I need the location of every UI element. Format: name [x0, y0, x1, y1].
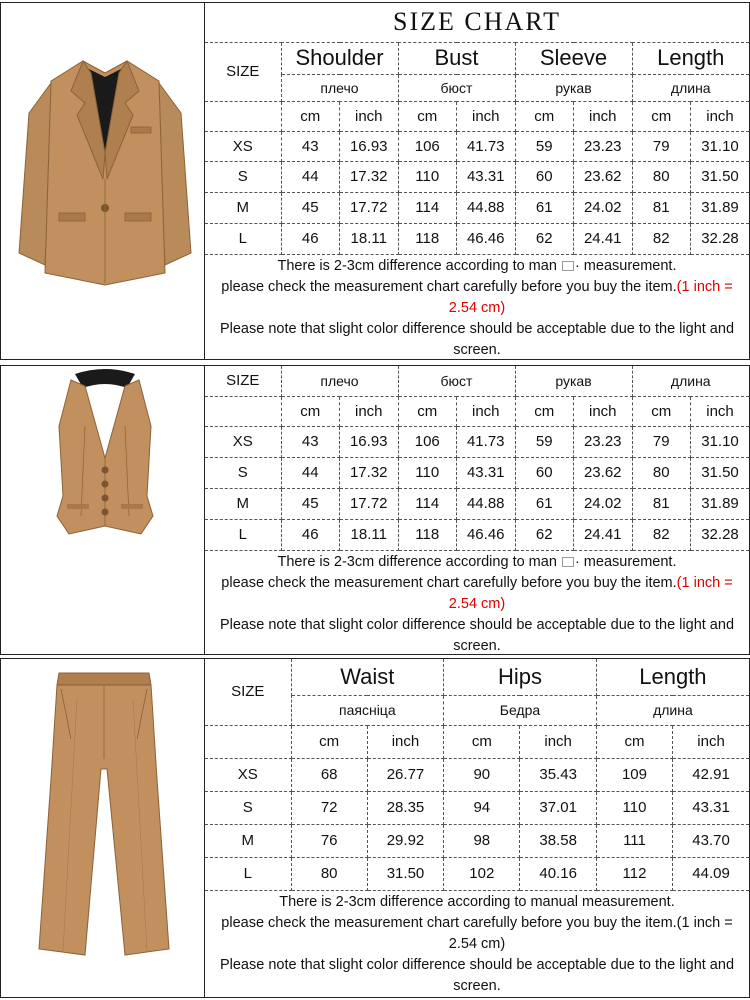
- trousers-panel: [0, 658, 750, 998]
- table-cell: 111: [596, 824, 672, 857]
- unit-cell: inch: [457, 396, 516, 426]
- table-cell: 59: [515, 426, 574, 457]
- table-row: [205, 192, 749, 223]
- table-cell: 79: [632, 131, 691, 161]
- table-cell: 31.50: [691, 161, 750, 192]
- size-cell: M: [205, 824, 291, 857]
- image-placeholder-icon: [562, 261, 574, 271]
- image-placeholder-icon: [562, 557, 574, 567]
- blazer-image: [1, 3, 205, 361]
- length-ru-header: длина: [632, 74, 749, 101]
- table-cell: 80: [291, 857, 367, 890]
- length-header: Length: [596, 659, 749, 695]
- table-cell: 26.77: [367, 758, 443, 791]
- blazer-panel: [0, 2, 750, 360]
- table-row: [205, 223, 749, 254]
- sleeve-ru-header: рукав: [515, 74, 632, 101]
- table-cell: 43.31: [673, 791, 749, 824]
- table-cell: 44.88: [457, 192, 516, 223]
- table-cell: 82: [632, 519, 691, 550]
- table-cell: 61: [515, 488, 574, 519]
- measurement-note: [205, 550, 749, 658]
- unit-cell: cm: [291, 725, 367, 758]
- size-cell: S: [205, 161, 281, 192]
- note-difference: There is 2-3cm difference according to man: [277, 257, 557, 274]
- table-cell: 61: [515, 192, 574, 223]
- vest-panel: [0, 365, 750, 655]
- vest-size-table-box: [205, 366, 749, 654]
- table-cell: 31.10: [691, 131, 750, 161]
- size-header: SIZE: [205, 659, 291, 725]
- table-cell: 24.41: [574, 519, 633, 550]
- table-cell: 17.32: [340, 457, 399, 488]
- table-cell: 62: [515, 519, 574, 550]
- unit-cell: inch: [673, 725, 749, 758]
- vest-photo: [1, 366, 205, 654]
- unit-row: [205, 101, 749, 131]
- trousers-photo: [1, 659, 205, 997]
- table-cell: 24.02: [574, 488, 633, 519]
- size-cell: M: [205, 192, 281, 223]
- table-cell: 43: [281, 426, 340, 457]
- table-row: [205, 457, 749, 488]
- note-color: Please note that slight color difference should be acceptable due to the light and screen.: [219, 956, 735, 994]
- table-cell: 17.72: [340, 488, 399, 519]
- unit-cell: inch: [520, 725, 596, 758]
- table-cell: 37.01: [520, 791, 596, 824]
- note-difference: There is 2-3cm difference according to manual measurement.: [279, 893, 675, 910]
- table-cell: 23.62: [574, 457, 633, 488]
- length-header: Length: [632, 42, 749, 74]
- table-cell: 23.23: [574, 131, 633, 161]
- size-cell: S: [205, 791, 291, 824]
- table-cell: 17.32: [340, 161, 399, 192]
- table-cell: 28.35: [367, 791, 443, 824]
- unit-cell: inch: [340, 396, 399, 426]
- table-row: [205, 758, 749, 791]
- bust-ru-header: бюст: [398, 366, 515, 396]
- table-cell: 110: [398, 161, 457, 192]
- measurement-note: [205, 254, 749, 362]
- waist-header: Waist: [291, 659, 444, 695]
- table-row: [205, 791, 749, 824]
- table-cell: 81: [632, 192, 691, 223]
- table-cell: 98: [444, 824, 520, 857]
- table-cell: 32.28: [691, 519, 750, 550]
- size-cell: L: [205, 223, 281, 254]
- unit-cell: inch: [340, 101, 399, 131]
- hips-ru-header: Бедра: [444, 695, 597, 725]
- table-row: [205, 519, 749, 550]
- table-cell: 18.11: [340, 223, 399, 254]
- table-cell: 90: [444, 758, 520, 791]
- table-cell: 59: [515, 131, 574, 161]
- table-cell: 109: [596, 758, 672, 791]
- trousers-size-table: [205, 659, 749, 998]
- length-ru-header: длина: [632, 366, 749, 396]
- unit-cell: inch: [457, 101, 516, 131]
- unit-cell: inch: [574, 396, 633, 426]
- bust-header: Bust: [398, 42, 515, 74]
- table-cell: 16.93: [340, 131, 399, 161]
- table-cell: 82: [632, 223, 691, 254]
- table-cell: 31.50: [367, 857, 443, 890]
- table-cell: 35.43: [520, 758, 596, 791]
- table-cell: 24.02: [574, 192, 633, 223]
- unit-row: [205, 725, 749, 758]
- table-cell: 44.09: [673, 857, 749, 890]
- size-header: SIZE: [205, 42, 281, 101]
- unit-cell: cm: [515, 396, 574, 426]
- sleeve-ru-header: рукав: [515, 366, 632, 396]
- table-cell: 60: [515, 161, 574, 192]
- table-cell: 60: [515, 457, 574, 488]
- table-row: [205, 426, 749, 457]
- table-row: [205, 161, 749, 192]
- size-chart-title: SIZE CHART: [205, 3, 749, 42]
- table-cell: 31.89: [691, 488, 750, 519]
- table-cell: 45: [281, 488, 340, 519]
- table-cell: 16.93: [340, 426, 399, 457]
- table-cell: 112: [596, 857, 672, 890]
- table-cell: 41.73: [457, 426, 516, 457]
- table-cell: 44: [281, 457, 340, 488]
- size-header: SIZE: [205, 366, 281, 396]
- unit-cell: cm: [398, 396, 457, 426]
- size-cell: XS: [205, 426, 281, 457]
- table-cell: 80: [632, 457, 691, 488]
- measurement-note: [205, 890, 749, 998]
- table-cell: 43.31: [457, 161, 516, 192]
- vest-size-table: [205, 366, 749, 658]
- table-cell: 81: [632, 488, 691, 519]
- size-cell: M: [205, 488, 281, 519]
- table-cell: 17.72: [340, 192, 399, 223]
- size-cell: XS: [205, 758, 291, 791]
- trousers-size-table-box: [205, 659, 749, 997]
- unit-cell: cm: [632, 396, 691, 426]
- table-cell: 46: [281, 223, 340, 254]
- length-ru-header: длина: [596, 695, 749, 725]
- size-cell: S: [205, 457, 281, 488]
- size-cell: XS: [205, 131, 281, 161]
- table-cell: 40.16: [520, 857, 596, 890]
- table-cell: 46: [281, 519, 340, 550]
- unit-cell: inch: [574, 101, 633, 131]
- table-cell: 118: [398, 223, 457, 254]
- unit-cell: cm: [444, 725, 520, 758]
- bust-ru-header: бюст: [398, 74, 515, 101]
- table-cell: 46.46: [457, 519, 516, 550]
- note-color: Please note that slight color difference should be acceptable due to the light and screen.: [219, 616, 735, 654]
- table-cell: 38.58: [520, 824, 596, 857]
- table-cell: 46.46: [457, 223, 516, 254]
- table-cell: 118: [398, 519, 457, 550]
- table-cell: 62: [515, 223, 574, 254]
- table-cell: 80: [632, 161, 691, 192]
- note-check: please check the measurement chart carefully before you buy the item.: [221, 574, 677, 591]
- note-difference-tail: · measurement.: [574, 257, 677, 274]
- table-cell: 31.10: [691, 426, 750, 457]
- unit-cell: cm: [281, 101, 340, 131]
- trousers-image: [1, 659, 205, 999]
- shoulder-ru-header: плечо: [281, 74, 398, 101]
- table-cell: 76: [291, 824, 367, 857]
- unit-cell: inch: [367, 725, 443, 758]
- table-cell: 43.31: [457, 457, 516, 488]
- note-inch-conversion: (1 inch = 2.54 cm): [448, 278, 733, 316]
- table-cell: 18.11: [340, 519, 399, 550]
- unit-cell: inch: [691, 101, 750, 131]
- unit-cell: cm: [398, 101, 457, 131]
- unit-cell: cm: [281, 396, 340, 426]
- table-cell: 31.50: [691, 457, 750, 488]
- table-cell: 114: [398, 192, 457, 223]
- unit-cell: inch: [691, 396, 750, 426]
- table-cell: 106: [398, 426, 457, 457]
- unit-row: [205, 396, 749, 426]
- table-cell: 102: [444, 857, 520, 890]
- waist-ru-header: паясніца: [291, 695, 444, 725]
- blazer-size-table: [205, 3, 749, 362]
- table-row: [205, 824, 749, 857]
- table-cell: 44: [281, 161, 340, 192]
- note-difference: There is 2-3cm difference according to man: [277, 553, 557, 570]
- blazer-photo: [1, 3, 205, 359]
- shoulder-header: Shoulder: [281, 42, 398, 74]
- table-cell: 42.91: [673, 758, 749, 791]
- table-cell: 110: [398, 457, 457, 488]
- table-cell: 44.88: [457, 488, 516, 519]
- table-cell: 23.62: [574, 161, 633, 192]
- table-cell: 31.89: [691, 192, 750, 223]
- table-cell: 106: [398, 131, 457, 161]
- table-cell: 110: [596, 791, 672, 824]
- note-difference-tail: · measurement.: [574, 553, 677, 570]
- table-row: [205, 488, 749, 519]
- table-cell: 79: [632, 426, 691, 457]
- note-inch-conversion: (1 inch = 2.54 cm): [448, 574, 733, 612]
- unit-cell: cm: [515, 101, 574, 131]
- table-cell: 41.73: [457, 131, 516, 161]
- vest-image: [1, 366, 205, 656]
- table-cell: 29.92: [367, 824, 443, 857]
- blazer-size-table-box: [205, 3, 749, 359]
- size-cell: L: [205, 857, 291, 890]
- table-cell: 45: [281, 192, 340, 223]
- sleeve-header: Sleeve: [515, 42, 632, 74]
- hips-header: Hips: [444, 659, 597, 695]
- note-check: please check the measurement chart carefully before you buy the item.(1 inch = 2.54 cm): [221, 914, 733, 952]
- table-cell: 23.23: [574, 426, 633, 457]
- table-cell: 32.28: [691, 223, 750, 254]
- table-cell: 72: [291, 791, 367, 824]
- note-color: Please note that slight color difference should be acceptable due to the light and screen.: [219, 320, 735, 358]
- table-cell: 68: [291, 758, 367, 791]
- size-cell: L: [205, 519, 281, 550]
- table-cell: 24.41: [574, 223, 633, 254]
- note-check: please check the measurement chart carefully before you buy the item.: [221, 278, 677, 295]
- unit-cell: cm: [596, 725, 672, 758]
- table-cell: 43: [281, 131, 340, 161]
- shoulder-ru-header: плечо: [281, 366, 398, 396]
- unit-cell: cm: [632, 101, 691, 131]
- table-cell: 94: [444, 791, 520, 824]
- table-cell: 43.70: [673, 824, 749, 857]
- table-cell: 114: [398, 488, 457, 519]
- table-row: [205, 857, 749, 890]
- table-row: [205, 131, 749, 161]
